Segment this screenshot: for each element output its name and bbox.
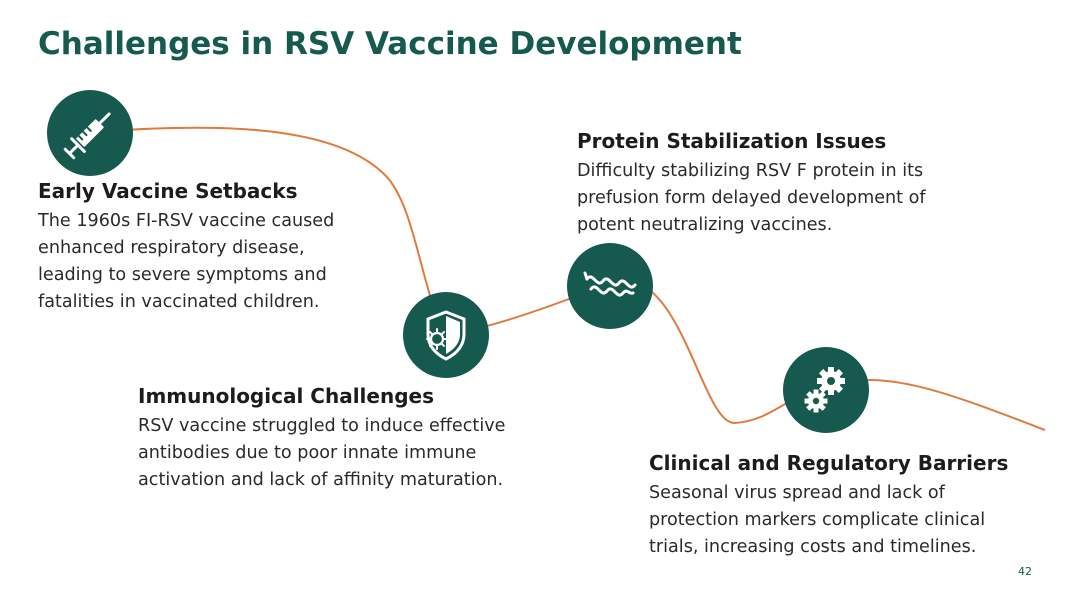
step-text: The 1960s FI-RSV vaccine caused enhanced respiratory disease, leading to severe symptoms and fatalities in vaccinated children. [38, 211, 335, 312]
step-heading: Immunological Challenges [138, 384, 434, 408]
step-clinical-regulatory [649, 451, 1008, 561]
gears-icon-circle [783, 347, 869, 433]
protein-helix-icon [567, 243, 653, 329]
syringe-icon [47, 90, 133, 176]
page-number: 42 [1018, 565, 1032, 578]
step-early-setbacks [38, 179, 334, 316]
protein-helix-icon-circle [567, 243, 653, 329]
step-text: Seasonal virus spread and lack of protection markers complicate clinical trials, increasing costs and timelines. [649, 483, 986, 557]
shield-virus-icon [403, 292, 489, 378]
step-heading: Clinical and Regulatory Barriers [649, 451, 1009, 475]
shield-virus-icon-circle [403, 292, 489, 378]
step-text: Difficulty stabilizing RSV F protein in its prefusion form delayed development of potent neutralizing vaccines. [577, 161, 926, 235]
step-immunological [138, 384, 505, 494]
step-heading: Early Vaccine Setbacks [38, 179, 298, 203]
gears-icon [783, 347, 869, 433]
step-heading: Protein Stabilization Issues [577, 129, 887, 153]
step-protein-stabilization [577, 129, 926, 239]
step-text: RSV vaccine struggled to induce effective antibodies due to poor innate immune activation and lack of affinity maturation. [138, 416, 506, 490]
slide-title: Challenges in RSV Vaccine Development [38, 26, 742, 62]
syringe-icon-circle [47, 90, 133, 176]
